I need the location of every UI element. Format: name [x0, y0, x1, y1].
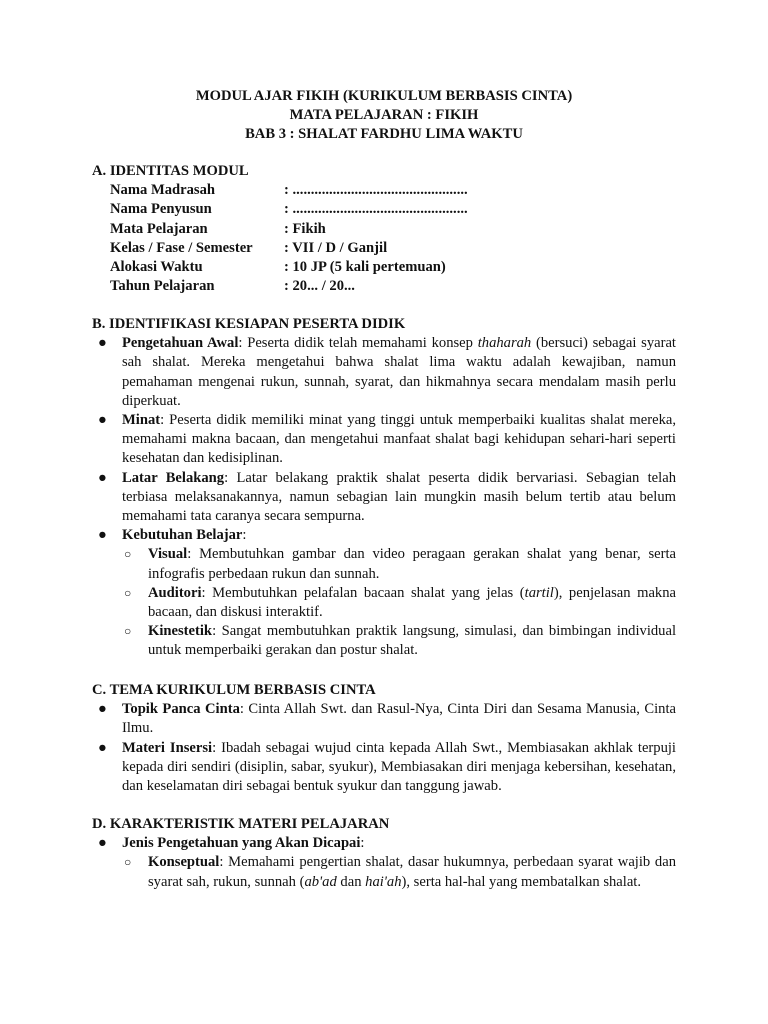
term-label: Topik Panca Cinta	[122, 701, 240, 718]
identity-value: : 20... / 20...	[284, 278, 355, 295]
list-item-materi-insersi	[92, 739, 676, 797]
identity-row	[110, 258, 676, 277]
item-text: :	[360, 835, 365, 852]
item-text: : Memahami pengertian shalat, dasar hukumnya, perbedaan syarat wajib dan syarat sah, rukun, sunnah (	[148, 854, 676, 890]
term-label: Minat	[122, 412, 161, 428]
section-identitas-modul	[92, 162, 676, 296]
term-label: Kinestetik	[148, 623, 213, 640]
document-title	[0, 87, 768, 145]
title-line-1: MODUL AJAR FIKIH (KURIKULUM BERBASIS CINTA)	[195, 88, 573, 104]
item-text: : Peserta didik memiliki minat yang tinggi untuk memperbaiki kualitas shalat mereka, memahami makna bacaan, dan mengetahui manfaat shalat bagi kehidupan sehari-hari seperti kesehatan dan kedisiplinan.	[122, 412, 676, 467]
sub-item-auditori	[92, 584, 676, 622]
term-label: Jenis Pengetahuan yang Akan Dicapai	[122, 835, 361, 852]
list-item-jenis-pengetahuan	[92, 834, 676, 853]
list-item-kebutuhan-belajar	[92, 526, 676, 545]
identity-row	[110, 200, 676, 219]
section-tema-kurikulum	[92, 681, 676, 796]
title-line-2: MATA PELAJARAN : FIKIH	[289, 107, 479, 124]
identity-label: Kelas / Fase / Semester	[110, 239, 253, 256]
identity-label: Tahun Pelajaran	[110, 278, 215, 295]
identity-value: : VII / D / Ganjil	[284, 239, 388, 256]
item-text: : Peserta didik telah memahami konsep	[238, 335, 478, 352]
sub-item-konseptual	[92, 853, 676, 891]
item-text: :	[242, 527, 247, 544]
list-item-minat	[92, 411, 676, 469]
sub-item-visual	[92, 545, 676, 583]
italic-term: ab'ad	[304, 873, 337, 890]
list-item-pengetahuan-awal	[92, 334, 676, 411]
bullet-icon: ●	[98, 701, 107, 718]
list-item-topik-panca-cinta	[92, 700, 676, 738]
hollow-bullet-icon: ○	[124, 855, 132, 870]
section-karakteristik-materi	[92, 815, 676, 892]
identity-value: : ................................................	[284, 182, 468, 199]
hollow-bullet-icon: ○	[124, 585, 132, 600]
identity-label: Nama Madrasah	[110, 182, 215, 199]
item-text: : Latar belakang praktik shalat peserta didik bervariasi. Sebagian telah terbiasa melaksanakannya, namun sebagian lain mungkin masih belum tertib atau belum memahami tata caranya secara sempurna.	[122, 469, 676, 525]
section-a-heading: A. IDENTITAS MODUL	[92, 163, 249, 179]
item-text: : Sangat membutuhkan praktik langsung, simulasi, dan bimbingan individual untuk memperbaiki gerakan dan postur shalat.	[148, 623, 676, 659]
hollow-bullet-icon: ○	[124, 547, 132, 562]
term-label: Materi Insersi	[122, 739, 213, 756]
item-text: dan	[336, 873, 366, 890]
section-b-heading: B. IDENTIFIKASI KESIAPAN PESERTA DIDIK	[92, 316, 406, 332]
term-label: Kebutuhan Belajar	[122, 527, 243, 544]
identity-label: Nama Penyusun	[110, 201, 212, 218]
bullet-icon: ●	[98, 527, 107, 544]
identity-row	[110, 239, 676, 258]
title-line-3: BAB 3 : SHALAT FARDHU LIMA WAKTU	[245, 126, 523, 143]
item-text: ), penjelasan makna bacaan, dan diskusi interaktif.	[148, 584, 676, 621]
identity-row	[110, 220, 676, 239]
term-label: Latar Belakang	[122, 469, 225, 486]
item-text: ), serta hal-hal yang membatalkan shalat.	[401, 873, 642, 890]
identity-table	[110, 181, 676, 296]
identity-row	[110, 277, 676, 296]
item-text: : Membutuhkan gambar dan video peragaan gerakan shalat yang benar, serta infografis perbedaan rukun dan sunnah.	[148, 546, 676, 582]
section-c-heading: C. TEMA KURIKULUM BERBASIS CINTA	[92, 682, 376, 698]
italic-term: tartil	[524, 584, 554, 601]
bullet-icon: ●	[98, 739, 107, 756]
identity-label: Alokasi Waktu	[110, 258, 203, 275]
list-item-latar-belakang	[92, 469, 676, 527]
sub-item-kinestetik	[92, 622, 676, 660]
section-d-heading: D. KARAKTERISTIK MATERI PELAJARAN	[92, 816, 390, 832]
bullet-icon: ●	[98, 335, 107, 352]
item-text: : Membutuhkan pelafalan bacaan shalat yang jelas (	[201, 584, 525, 601]
term-label: Pengetahuan Awal	[122, 335, 239, 352]
item-text: : Ibadah sebagai wujud cinta kepada Allah Swt., Membiasakan akhlak terpuji kepada diri sendiri (disiplin, sabar, syukur), Membiasakan diri menjaga kebersihan, kesehatan, dan keselamatan diri sebagai bentuk syukur dan tanggung jawab.	[122, 739, 676, 794]
identity-value: : 10 JP (5 kali pertemuan)	[284, 258, 446, 275]
hollow-bullet-icon: ○	[124, 624, 132, 639]
term-label: Auditori	[148, 584, 202, 601]
identity-value: : ................................................	[284, 201, 468, 218]
section-kesiapan-peserta-didik	[92, 315, 676, 661]
item-text: : Cinta Allah Swt. dan Rasul-Nya, Cinta Diri dan Sesama Manusia, Cinta Ilmu.	[122, 701, 677, 737]
bullet-icon: ●	[98, 469, 107, 486]
italic-term: hai'ah	[365, 873, 402, 890]
item-text: (bersuci) sebagai syarat sah shalat. Mereka mengetahui bahwa shalat lima waktu adalah kewajiban, namun pemahaman mengenai rukun, sunnah, syarat, dan hikmahnya secara mendalam masih perlu diperkuat.	[122, 335, 676, 409]
term-label: Visual	[148, 546, 188, 563]
italic-term: thaharah	[477, 335, 532, 352]
bullet-icon: ●	[98, 835, 107, 852]
identity-value: : Fikih	[284, 220, 326, 237]
identity-label: Mata Pelajaran	[110, 220, 208, 237]
term-label: Konseptual	[148, 854, 220, 871]
bullet-icon: ●	[98, 412, 107, 428]
identity-row	[110, 181, 676, 200]
